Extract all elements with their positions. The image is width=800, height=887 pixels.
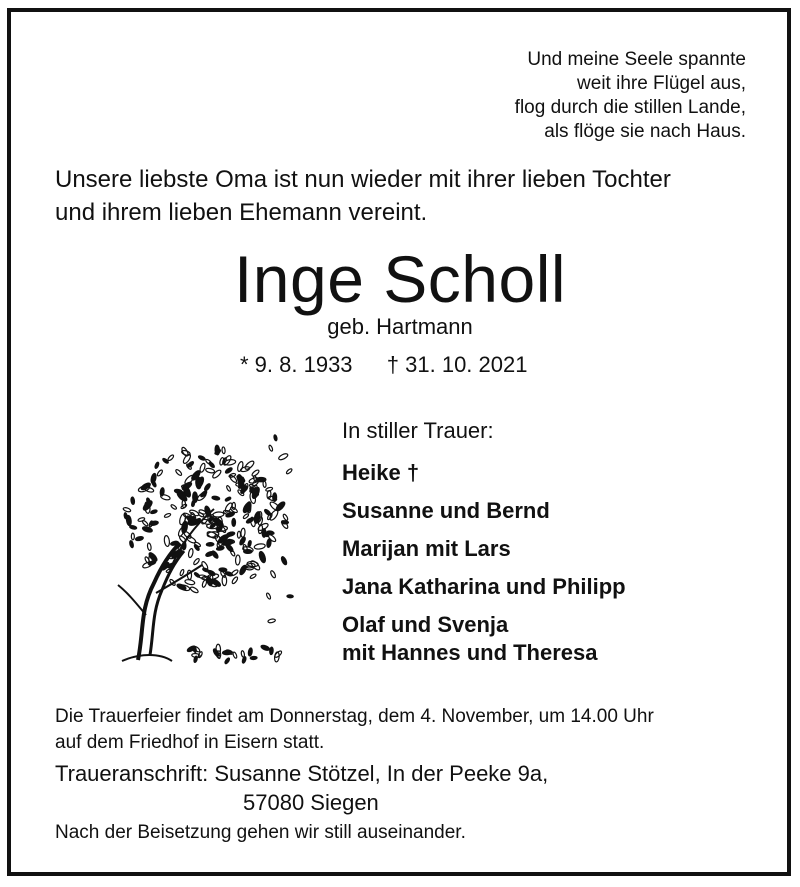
leaf-mark (190, 586, 199, 594)
leaf-mark (129, 540, 134, 548)
life-dates (240, 351, 527, 379)
leaf-mark (181, 450, 191, 457)
closing-note: Nach der Beisetzung gehen wir still auseinander. (55, 822, 466, 843)
funeral-service-info (55, 704, 654, 756)
leaf-mark (150, 509, 157, 514)
leaf-mark (193, 544, 200, 551)
leaf-mark (268, 618, 276, 623)
birth-date: * 9. 8. 1933 (240, 352, 353, 377)
leaf-mark (269, 647, 273, 655)
leaf-mark (179, 569, 184, 576)
leaf-mark (225, 496, 232, 501)
leaf-mark (260, 644, 270, 651)
leaf-mark (175, 469, 183, 477)
leaf-mark (180, 504, 187, 510)
mourner-name: Jana Katharina und Philipp (342, 574, 626, 599)
mourner-name: Olaf und Svenja (342, 612, 509, 637)
leaf-mark (212, 496, 220, 501)
leaf-mark (236, 474, 246, 483)
maiden-name: geb. Hartmann (327, 314, 473, 339)
leaf-mark (273, 493, 277, 502)
leaf-mark (241, 528, 246, 537)
leaf-mark (131, 497, 135, 505)
leaf-mark (286, 468, 293, 475)
leaf-mark (140, 482, 151, 491)
mourner-name: Heike † (342, 460, 420, 485)
leaf-mark (280, 556, 287, 566)
leaf-mark (254, 543, 266, 550)
leaf-mark (212, 648, 219, 657)
leaf-mark (151, 480, 157, 487)
mourner-name: Marijan mit Lars (342, 536, 511, 561)
leaf-mark (211, 550, 219, 559)
leaf-mark (170, 504, 177, 510)
leaf-mark (248, 648, 253, 657)
leaf-mark (160, 494, 171, 501)
intro-text (55, 163, 671, 229)
leaf-mark (282, 514, 288, 522)
leaf-mark (232, 518, 236, 526)
leaf-mark (147, 543, 152, 551)
leaf-mark (268, 445, 273, 452)
leaf-mark (235, 555, 240, 565)
leaf-mark (135, 536, 144, 541)
intro-line: Unsere liebste Oma ist nun wieder mit ihrer lieben Tochter (55, 166, 671, 193)
service-line: Die Trauerfeier findet am Donnerstag, dem 4. November, um 14.00 Uhr (55, 706, 654, 727)
leaf-mark (195, 477, 201, 489)
leaf-mark (156, 469, 163, 476)
leaf-mark (229, 474, 238, 483)
mourners-label: In stiller Trauer: (342, 418, 494, 443)
leaf-mark (205, 468, 215, 474)
leaf-mark (270, 570, 277, 578)
leaf-mark (225, 467, 233, 474)
windblown-tree-illustration (110, 425, 300, 665)
leaf-mark (138, 517, 145, 522)
leaf-mark (278, 453, 289, 461)
leaf-mark (256, 477, 266, 481)
leaf-mark (188, 548, 194, 558)
leaf-mark (131, 533, 134, 540)
leaf-mark (262, 529, 266, 538)
leaf-mark (124, 513, 128, 519)
poem-line: als flöge sie nach Haus. (544, 121, 746, 142)
deceased-name: Inge Scholl (233, 242, 567, 316)
leaf-mark (232, 652, 237, 659)
leaf-mark (206, 542, 214, 546)
service-line: auf dem Friedhof in Eisern statt. (55, 732, 325, 753)
leaf-mark (208, 461, 215, 468)
leaf-mark (142, 499, 154, 511)
leaf-mark (212, 469, 223, 479)
leaf-mark (164, 535, 170, 546)
leaf-mark (287, 595, 294, 598)
mourners-list (342, 454, 626, 668)
poem-line: weit ihre Flügel aus, (577, 73, 746, 94)
leaf-mark (250, 656, 257, 660)
mourning-address: Traueranschrift: Susanne Stötzel, In der Peeke 9a, (55, 761, 549, 786)
death-date: † 31. 10. 2021 (386, 352, 528, 377)
leaf-mark (154, 462, 159, 469)
leaf-mark (231, 576, 238, 584)
leaf-mark (226, 485, 231, 492)
poem-line: flog durch die stillen Lande, (514, 97, 746, 118)
leaf-mark (123, 507, 131, 513)
mourner-name: mit Hannes und Theresa (342, 640, 598, 665)
leaf-mark (251, 469, 260, 477)
leaf-mark (266, 592, 272, 599)
leaf-mark (222, 447, 226, 454)
leaf-mark (224, 657, 230, 664)
leaf-mark (181, 481, 193, 491)
leaf-mark (250, 573, 257, 579)
intro-line: und ihrem lieben Ehemann vereint. (55, 199, 428, 226)
mourning-address-city: 57080 Siegen (243, 790, 379, 815)
leaf-mark (248, 540, 252, 547)
leaf-mark (243, 513, 250, 519)
leaf-mark (167, 454, 174, 461)
leaf-mark (198, 455, 206, 461)
leaf-mark (193, 558, 200, 566)
leaf-mark (273, 435, 277, 442)
leaf-mark (237, 531, 240, 538)
poem (515, 48, 746, 144)
mourner-name: Susanne und Bernd (342, 498, 550, 523)
poem-line: Und meine Seele spannte (527, 49, 746, 70)
leaf-mark (265, 487, 273, 492)
leaf-mark (204, 483, 212, 492)
leaf-mark (129, 525, 137, 530)
leaf-mark (191, 500, 195, 506)
leaf-mark (237, 461, 244, 472)
leaf-mark (258, 551, 267, 564)
leaf-mark (177, 527, 185, 537)
leaf-mark (244, 460, 255, 471)
leaf-mark (164, 513, 171, 518)
leaf-mark (281, 521, 288, 525)
